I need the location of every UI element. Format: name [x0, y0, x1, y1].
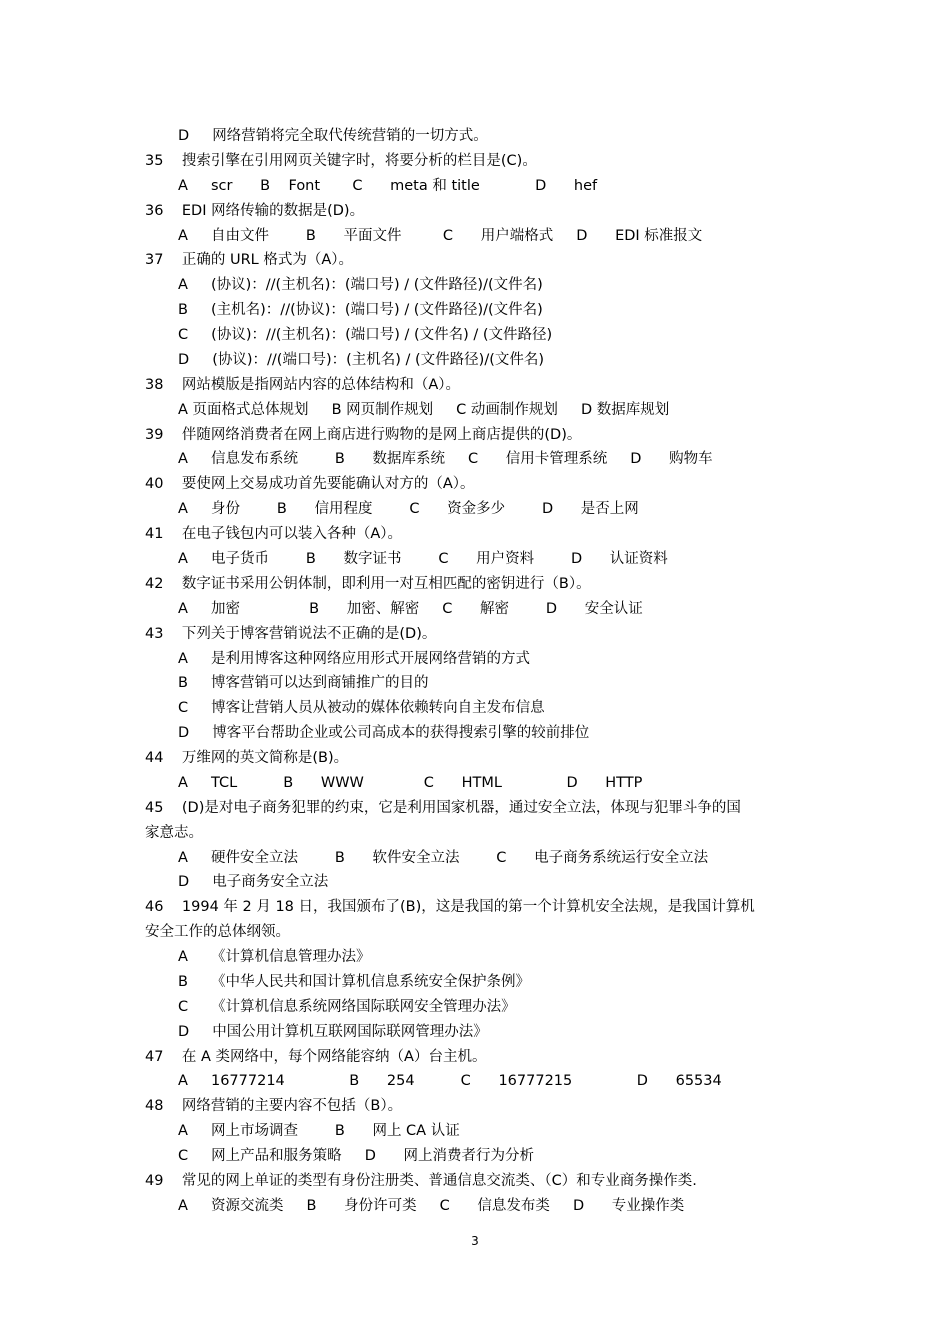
answer-options: A 16777214 B 254 C 16777215 D 65534 — [178, 1073, 722, 1090]
answer-options: A scr B Font C meta 和 title D hef — [178, 177, 598, 194]
answer-options: B 《中华人民共和国计算机信息系统安全保护条例》 — [178, 973, 530, 990]
answer-options: A TCL B WWW C HTML D HTTP — [178, 774, 643, 791]
page-number: 3 — [471, 1234, 479, 1248]
question-text-continued: 家意志。 — [145, 824, 203, 841]
answer-options: A 信息发布系统 B 数据库系统 C 信用卡管理系统 D 购物车 — [178, 451, 713, 468]
question-text: 37 正确的 URL 格式为（A）。 — [145, 252, 354, 269]
question-text: 45 (D)是对电子商务犯罪的约束，它是利用国家机器，通过安全立法，体现与犯罪斗争的国 — [145, 799, 741, 816]
answer-options: B (主机名)：//(协议)：(端口号) / (文件路径)/(文件名) — [178, 302, 543, 319]
answer-options: A 是利用博客这种网络应用形式开展网络营销的方式 — [178, 650, 530, 667]
question-text: 48 网络营销的主要内容不包括（B）。 — [145, 1098, 403, 1115]
question-text: 40 要使网上交易成功首先要能确认对方的（A）。 — [145, 476, 475, 493]
answer-options: D 博客平台帮助企业或公司高成本的获得搜索引擎的较前排位 — [178, 725, 590, 742]
answer-options: D 电子商务安全立法 — [178, 874, 329, 891]
answer-options: A 身份 B 信用程度 C 资金多少 D 是否上网 — [178, 501, 639, 518]
question-text: 43 下列关于博客营销说法不正确的是(D)。 — [145, 625, 437, 642]
answer-options: A 电子货币 B 数字证书 C 用户资料 D 认证资料 — [178, 551, 668, 567]
question-text: 35 搜索引擎在引用网页关键字时，将要分析的栏目是(C)。 — [145, 152, 537, 169]
question-text: 47 在 A 类网络中，每个网络能容纳（A）台主机。 — [145, 1048, 487, 1065]
answer-options: A 硬件安全立法 B 软件安全立法 C 电子商务系统运行安全立法 — [178, 849, 709, 866]
answer-options: D (协议)：//(端口号)：(主机名) / (文件路径)/(文件名) — [178, 351, 545, 368]
question-text: 36 EDI 网络传输的数据是(D)。 — [145, 202, 365, 219]
answer-options: A (协议)：//(主机名)：(端口号) / (文件路径)/(文件名) — [178, 277, 543, 294]
question-text-continued: 安全工作的总体纲领。 — [145, 924, 290, 941]
question-text: 39 伴随网络消费者在网上商店进行购物的是网上商店提供的(D)。 — [145, 426, 582, 443]
answer-options: C 网上产品和服务策略 D 网上消费者行为分析 — [178, 1148, 535, 1165]
answer-options: D 中国公用计算机互联网国际联网管理办法》 — [178, 1023, 488, 1040]
answer-options: B 博客营销可以达到商铺推广的目的 — [178, 675, 429, 692]
answer-options: C 《计算机信息系统网络国际联网安全管理办法》 — [178, 998, 516, 1015]
answer-options: A 加密 B 加密、解密 C 解密 D 安全认证 — [178, 600, 643, 617]
question-text: 42 数字证书采用公钥体制，即利用一对互相匹配的密钥进行（B）。 — [145, 575, 591, 592]
answer-options: A 自由文件 B 平面文件 C 用户端格式 D EDI 标准报文 — [178, 227, 703, 244]
question-text: 38 网站模版是指网站内容的总体结构和（A）。 — [145, 376, 461, 393]
question-text: 49 常见的网上单证的类型有身份注册类、普通信息交流类、（C）和专业商务操作类. — [145, 1173, 697, 1189]
question-text: 41 在电子钱包内可以装入各种（A）。 — [145, 526, 403, 543]
answer-options: A 资源交流类 B 身份许可类 C 信息发布类 D 专业操作类 — [178, 1197, 685, 1214]
question-text: 44 万维网的英文简称是(B)。 — [145, 750, 349, 766]
answer-options: A 网上市场调查 B 网上 CA 认证 — [178, 1123, 460, 1140]
answer-options: A 《计算机信息管理办法》 — [178, 949, 371, 965]
answer-options: D 网络营销将完全取代传统营销的一切方式。 — [178, 128, 488, 144]
answer-options: C (协议)：//(主机名)：(端口号) / (文件名) / (文件路径) — [178, 327, 553, 343]
question-text: 46 1994 年 2 月 18 日，我国颁布了(B)，这是我国的第一个计算机安全法规，是我国计算机 — [145, 899, 755, 916]
answer-options: A 页面格式总体规划 B 网页制作规划 C 动画制作规划 D 数据库规划 — [178, 401, 670, 418]
answer-options: C 博客让营销人员从被动的媒体依赖转向自主发布信息 — [178, 700, 545, 717]
